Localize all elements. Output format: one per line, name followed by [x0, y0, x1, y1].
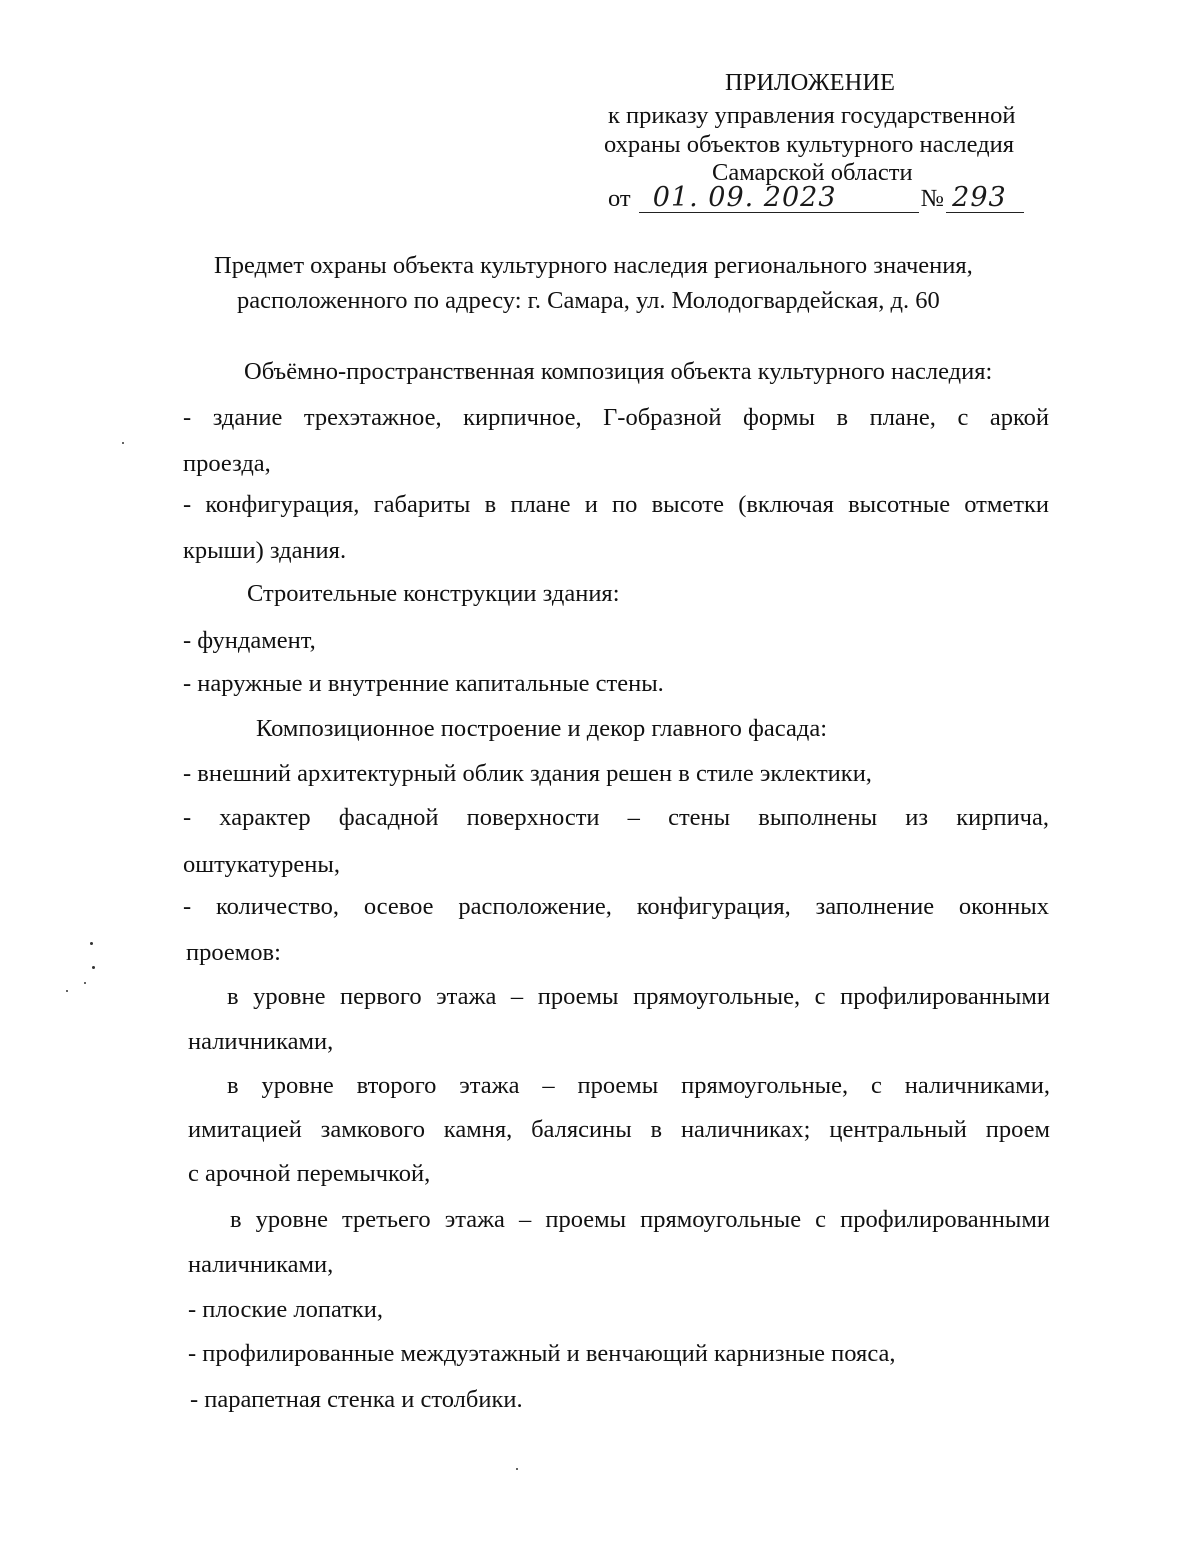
floor2-line-2: имитацией замкового камня, балясины в наличниках; центральный проем: [188, 1116, 1050, 1143]
item-configuration-line-1: - конфигурация, габариты в плане и по высоте (включая высотные отметки: [183, 491, 1049, 518]
floor2-line-1: в уровне второго этажа – проемы прямоугольные, с наличниками,: [227, 1072, 1050, 1099]
section-heading-structures: Строительные конструкции здания:: [247, 580, 620, 607]
item-foundation: - фундамент,: [183, 627, 316, 654]
floor1-line-1: в уровне первого этажа – проемы прямоугольные, с профилированными: [227, 983, 1050, 1010]
scan-speck: [122, 442, 124, 444]
order-line-3: Самарской области: [712, 159, 913, 186]
scan-speck: [516, 1468, 518, 1470]
item-surface-line-2: оштукатурены,: [183, 851, 340, 878]
item-configuration-line-2: крыши) здания.: [183, 537, 347, 564]
floor3-line-2: наличниками,: [188, 1251, 334, 1278]
item-surface-line-1: - характер фасадной поверхности – стены выполнены из кирпича,: [183, 804, 1049, 831]
item-building-line-2: проезда,: [183, 450, 271, 477]
item-parapet: - парапетная стенка и столбики.: [190, 1386, 523, 1413]
date-field: [639, 182, 919, 213]
section-heading-volume: Объёмно-пространственная композиция объекта культурного наследия:: [244, 358, 993, 385]
item-eclecticism: - внешний архитектурный облик здания решен в стиле эклектики,: [183, 760, 872, 787]
order-date-number-row: [608, 184, 1024, 214]
date-prefix: от: [608, 185, 631, 212]
item-cornices: - профилированные междуэтажный и венчающий карнизные пояса,: [188, 1340, 896, 1367]
item-pilasters: - плоские лопатки,: [188, 1296, 384, 1323]
item-walls: - наружные и внутренние капитальные стены.: [183, 670, 664, 697]
floor3-line-1: в уровне третьего этажа – проемы прямоугольные с профилированными: [230, 1206, 1050, 1233]
section-heading-facade: Композиционное построение и декор главного фасада:: [256, 715, 828, 742]
scan-speck: [90, 942, 93, 945]
item-openings-line-1: - количество, осевое расположение, конфигурация, заполнение оконных: [183, 893, 1049, 920]
scan-speck: [66, 990, 68, 992]
order-line-1: к приказу управления государственной: [608, 102, 1016, 129]
handwritten-number: 293: [952, 182, 1007, 213]
floor1-line-2: наличниками,: [188, 1028, 334, 1055]
appendix-title: ПРИЛОЖЕНИЕ: [725, 69, 895, 96]
handwritten-date: 01. 09. 2023: [652, 182, 837, 213]
scan-speck: [84, 982, 86, 984]
order-line-2: охраны объектов культурного наследия: [604, 131, 1015, 158]
scan-speck: [92, 966, 95, 969]
subject-line-1: Предмет охраны объекта культурного наследия регионального значения,: [214, 252, 973, 279]
number-prefix: №: [920, 185, 945, 212]
item-openings-line-2: проемов:: [186, 939, 281, 966]
number-field: [946, 182, 1024, 213]
floor2-line-3: с арочной перемычкой,: [188, 1160, 431, 1187]
item-building-line-1: - здание трехэтажное, кирпичное, Г-образной формы в плане, с аркой: [183, 404, 1049, 431]
subject-line-2: расположенного по адресу: г. Самара, ул. Молодогвардейская, д. 60: [237, 287, 940, 314]
